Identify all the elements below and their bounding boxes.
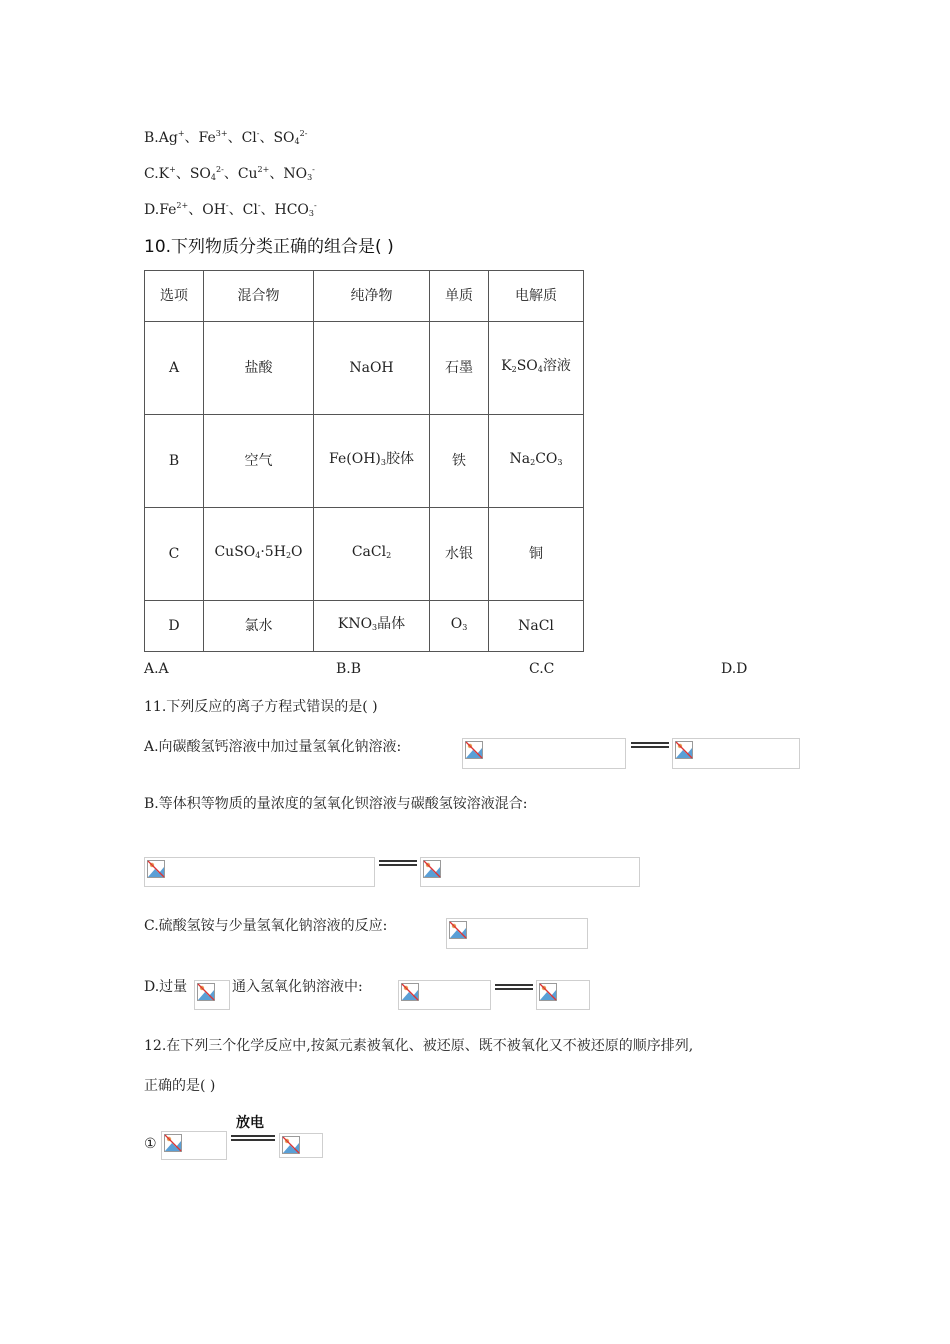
header-pure: 纯净物 [314, 271, 430, 322]
option-b: B.Ag+、$Fe^{3+}$、Cl-、$SO_4^{2-}$ [144, 129, 308, 146]
broken-image-icon [147, 860, 165, 878]
cell-pure: NaOH [314, 322, 430, 415]
q11-option-d-text: 通入氢氧化钠溶液中: [232, 979, 363, 995]
cell-electrolyte: NaCl [489, 601, 584, 652]
table-row [145, 508, 584, 601]
broken-image-placeholder [420, 857, 640, 887]
cell-electrolyte: $Na_2CO_3$ [489, 415, 584, 508]
equals-sign [631, 742, 669, 748]
broken-image-placeholder [536, 980, 590, 1010]
broken-image-icon [675, 741, 693, 759]
broken-image-placeholder [398, 980, 491, 1010]
cell-pure: CaCl$_2$ [314, 508, 430, 601]
question-12-line2: 正确的是( ) [144, 1078, 216, 1094]
cell-element: 水银 [430, 508, 489, 601]
equals-sign [231, 1135, 275, 1141]
broken-image-placeholder [144, 857, 375, 887]
question-12-line1: 12.在下列三个化学反应中,按氮元素被氧化、被还原、既不被氧化又不被还原的顺序排列, [144, 1038, 694, 1054]
broken-image-icon [164, 1134, 182, 1152]
table-row [145, 415, 584, 508]
q11-option-d-prefix: D.过量 [144, 979, 188, 995]
classification-table [144, 270, 584, 652]
cell-pure: $Fe(OH)_3$胶体 [314, 415, 430, 508]
question-10: 10.下列物质分类正确的组合是( ) [144, 237, 394, 257]
broken-image-placeholder [161, 1131, 227, 1160]
cell-element: 铁 [430, 415, 489, 508]
cell-electrolyte: 铜 [489, 508, 584, 601]
cell-option: D [145, 601, 204, 652]
broken-image-icon [282, 1136, 300, 1154]
answer-a: A.A [144, 661, 169, 677]
cell-option: C [145, 508, 204, 601]
q11-option-b: B.等体积等物质的量浓度的氢氧化钡溶液与碳酸氢铵溶液混合: [144, 796, 528, 812]
item-1-marker: ① [144, 1136, 157, 1152]
cell-element: 石墨 [430, 322, 489, 415]
header-element: 单质 [430, 271, 489, 322]
table-row [145, 601, 584, 652]
answer-c: C.C [529, 661, 555, 677]
broken-image-placeholder [446, 918, 588, 949]
option-c: C.K+、$SO_4^{2-}$、$Cu^{2+}$、$NO_3^-$ [144, 165, 315, 182]
broken-image-icon [197, 983, 215, 1001]
answer-d: D.D [721, 661, 748, 677]
q11-option-c: C.硫酸氢铵与少量氢氧化钠溶液的反应: [144, 918, 388, 934]
question-11: 11.下列反应的离子方程式错误的是( ) [144, 699, 378, 715]
equals-sign [495, 984, 533, 990]
broken-image-icon [449, 921, 467, 939]
broken-image-icon [539, 983, 557, 1001]
option-d: $D.Fe^{2+}$、OH-、Cl-、$HCO_3^-$ [144, 201, 317, 218]
q11-option-a: A.向碳酸氢钙溶液中加过量氢氧化钠溶液: [144, 739, 402, 755]
broken-image-icon [465, 741, 483, 759]
cell-pure: $KNO_3$晶体 [314, 601, 430, 652]
broken-image-icon [401, 983, 419, 1001]
equals-sign [379, 860, 417, 866]
cell-mixture: 氯水 [204, 601, 314, 652]
cell-mixture: $CuSO_4\cdot 5H_2O$ [204, 508, 314, 601]
broken-image-placeholder [194, 980, 230, 1010]
header-mixture: 混合物 [204, 271, 314, 322]
cell-option: B [145, 415, 204, 508]
cell-mixture: 盐酸 [204, 322, 314, 415]
cell-option: A [145, 322, 204, 415]
broken-image-placeholder [462, 738, 626, 769]
header-option: 选项 [145, 271, 204, 322]
reaction-condition: 放电 [236, 1115, 264, 1131]
cell-element: $O_3$ [430, 601, 489, 652]
table-header-row [145, 271, 584, 322]
header-electrolyte: 电解质 [489, 271, 584, 322]
cell-electrolyte: $K_2SO_4$溶液 [489, 322, 584, 415]
broken-image-icon [423, 860, 441, 878]
cell-mixture: 空气 [204, 415, 314, 508]
broken-image-placeholder [279, 1133, 323, 1158]
broken-image-placeholder [672, 738, 800, 769]
table-row [145, 322, 584, 415]
answer-b: B.B [336, 661, 362, 677]
